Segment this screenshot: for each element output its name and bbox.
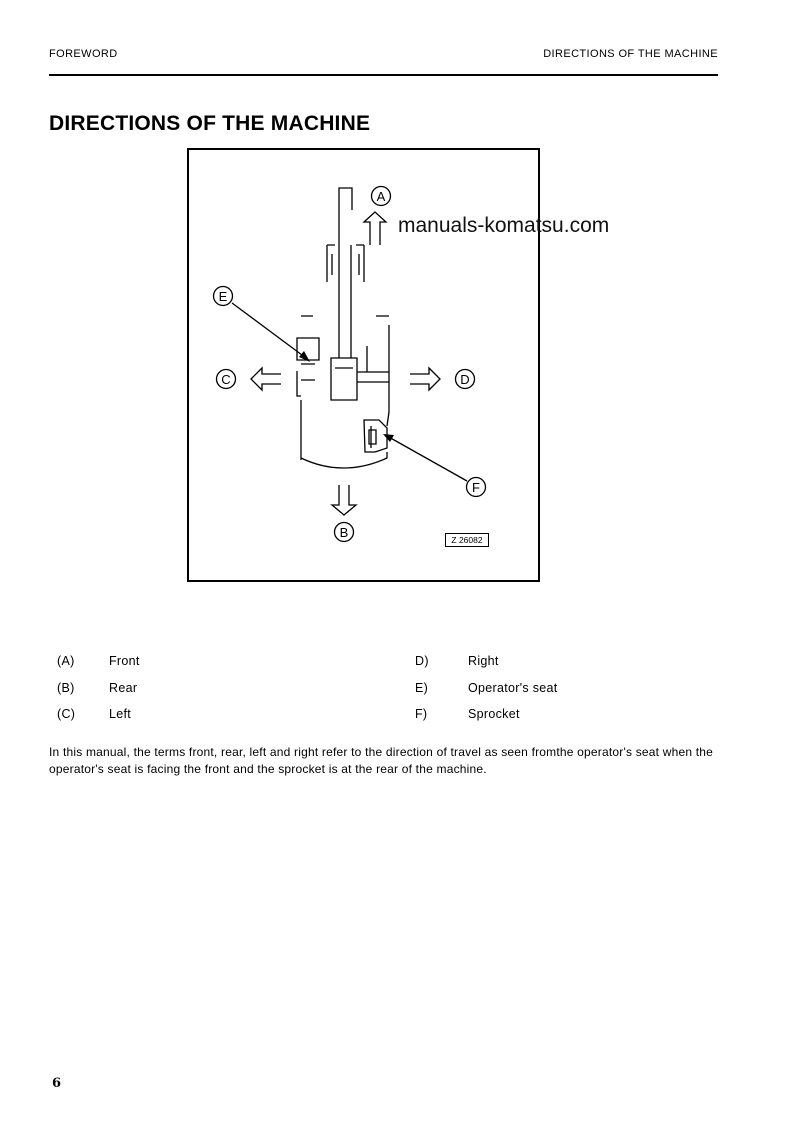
description-paragraph: In this manual, the terms front, rear, left and right refer to the direction of travel as seen fromthe operator's seat when the operator's seat is facing the front and the sprocket is at the rear of the machine. [49,745,714,776]
legend-key-e: E) [415,681,429,695]
bucket-outline [327,245,364,282]
legend-key-a: (A) [57,654,75,668]
boom-outline [339,188,352,358]
leader-f [387,436,467,481]
callout-b-label: B [339,525,349,540]
header-page-title: DIRECTIONS OF THE MACHINE [543,48,718,60]
arrow-front-icon [364,212,386,245]
watermark: manuals-komatsu.com [398,214,610,237]
arrow-right-icon [410,368,440,390]
legend-label-left: Left [109,707,132,721]
legend-key-b: (B) [57,681,75,695]
legend-key-d: D) [415,654,429,668]
callout-e-label: E [218,289,228,304]
callout-c-label: C [221,372,231,387]
header-section-label: FOREWORD [49,48,118,60]
leader-e [232,303,306,358]
counterweight [301,446,387,468]
header-rule [49,74,718,76]
arrow-left-icon [251,368,281,390]
legend-label-sprocket: Sprocket [468,707,520,721]
arrow-rear-icon [332,485,356,515]
legend-key-f: F) [415,707,428,721]
callout-a-label: A [376,189,386,204]
leader-f-arrowhead [383,434,394,442]
figure-code: Z 26082 [445,533,489,547]
linkage [357,346,389,382]
callout-d-label: D [460,372,470,387]
callout-f-label: F [472,480,480,495]
legend-label-front: Front [109,654,140,668]
page-title: DIRECTIONS OF THE MACHINE [49,112,371,135]
operator-console [331,358,357,400]
legend-label-operator-seat: Operator's seat [468,681,558,695]
legend-key-c: (C) [57,707,76,721]
seat-outline [297,338,319,396]
page-number: 6 [52,1076,62,1091]
sprocket-housing [364,420,387,452]
legend-label-rear: Rear [109,681,138,695]
legend-label-right: Right [468,654,499,668]
